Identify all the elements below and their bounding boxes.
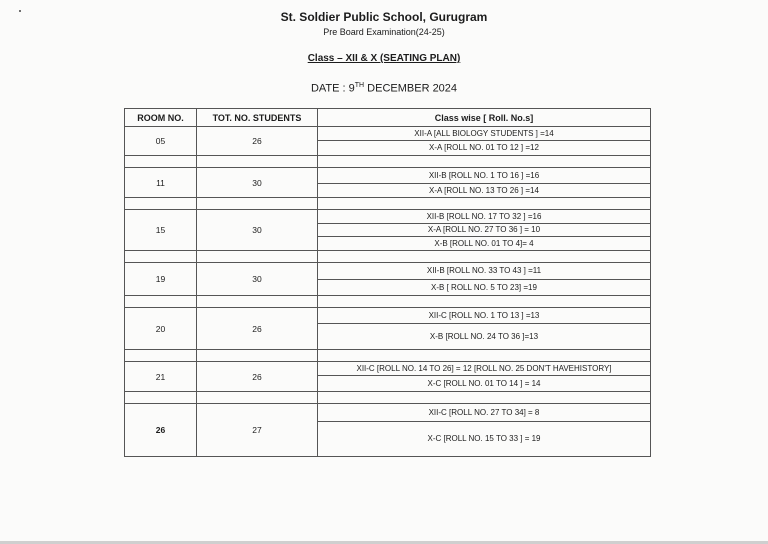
exam-title: Pre Board Examination(24-25) (323, 27, 445, 37)
class-entry: XII-B [ROLL NO. 1 TO 16 ] =16 (318, 168, 651, 184)
room-number: 15 (125, 210, 197, 251)
exam-date (0, 82, 768, 95)
header-room: ROOM NO. (125, 109, 197, 127)
room-number: 19 (125, 263, 197, 296)
header-total: TOT. NO. STUDENTS (197, 109, 318, 127)
table-row (125, 404, 651, 422)
table-row (125, 362, 651, 376)
class-entry: XII-C [ROLL NO. 14 TO 26] = 12 [ROLL NO. 25 DON'T HAVEHISTORY] (318, 362, 651, 376)
table-row (125, 168, 651, 184)
room-number: 11 (125, 168, 197, 198)
class-entry: XII-B [ROLL NO. 17 TO 32 ] =16 (318, 210, 651, 224)
header-classes: Class wise [ Roll. No.s] (318, 109, 651, 127)
table-header-row (125, 109, 651, 127)
class-entry: X-A [ROLL NO. 27 TO 36 ] = 10 (318, 224, 651, 237)
room-number: 05 (125, 127, 197, 156)
total-students: 26 (197, 127, 318, 156)
spacer-row (125, 198, 651, 210)
spacer-row (125, 296, 651, 308)
class-entry: XII-C [ROLL NO. 1 TO 13 ] =13 (318, 308, 651, 324)
spacer-row (125, 350, 651, 362)
class-entry: X-C [ROLL NO. 15 TO 33 ] = 19 (318, 422, 651, 457)
seating-plan-table (124, 108, 651, 457)
class-entry: X-A [ROLL NO. 01 TO 12 ] =12 (318, 141, 651, 156)
table-row (125, 127, 651, 141)
date-superscript: TH (354, 82, 365, 89)
total-students: 30 (197, 210, 318, 251)
class-entry: X-C [ROLL NO. 01 TO 14 ] = 14 (318, 376, 651, 392)
class-entry: XII-A [ALL BIOLOGY STUDENTS ] =14 (318, 127, 651, 141)
table-row (125, 263, 651, 280)
table-row (125, 210, 651, 224)
class-entry: XII-B [ROLL NO. 33 TO 43 ] =11 (318, 263, 651, 280)
plan-title: Class – XII & X (SEATING PLAN) (307, 53, 461, 64)
total-students: 30 (197, 168, 318, 198)
spacer-row (125, 251, 651, 263)
class-entry: XII-C [ROLL NO. 27 TO 34] = 8 (318, 404, 651, 422)
class-entry: X-B [ ROLL NO. 5 TO 23] =19 (318, 280, 651, 296)
class-entry: X-B [ROLL NO. 24 TO 36 ]=13 (318, 324, 651, 350)
total-students: 26 (197, 308, 318, 350)
date-suffix: DECEMBER 2024 (364, 82, 458, 95)
room-number: 21 (125, 362, 197, 392)
school-name: St. Soldier Public School, Gurugram (280, 10, 488, 24)
date-prefix: DATE : 9 (310, 82, 355, 95)
spacer-row (125, 156, 651, 168)
table-row (125, 308, 651, 324)
class-entry: X-B [ROLL NO. 01 TO 4]= 4 (318, 237, 651, 251)
total-students: 27 (197, 404, 318, 457)
room-number: 20 (125, 308, 197, 350)
total-students: 26 (197, 362, 318, 392)
total-students: 30 (197, 263, 318, 296)
spacer-row (125, 392, 651, 404)
class-entry: X-A [ROLL NO. 13 TO 26 ] =14 (318, 184, 651, 198)
room-number: 26 (125, 404, 197, 457)
